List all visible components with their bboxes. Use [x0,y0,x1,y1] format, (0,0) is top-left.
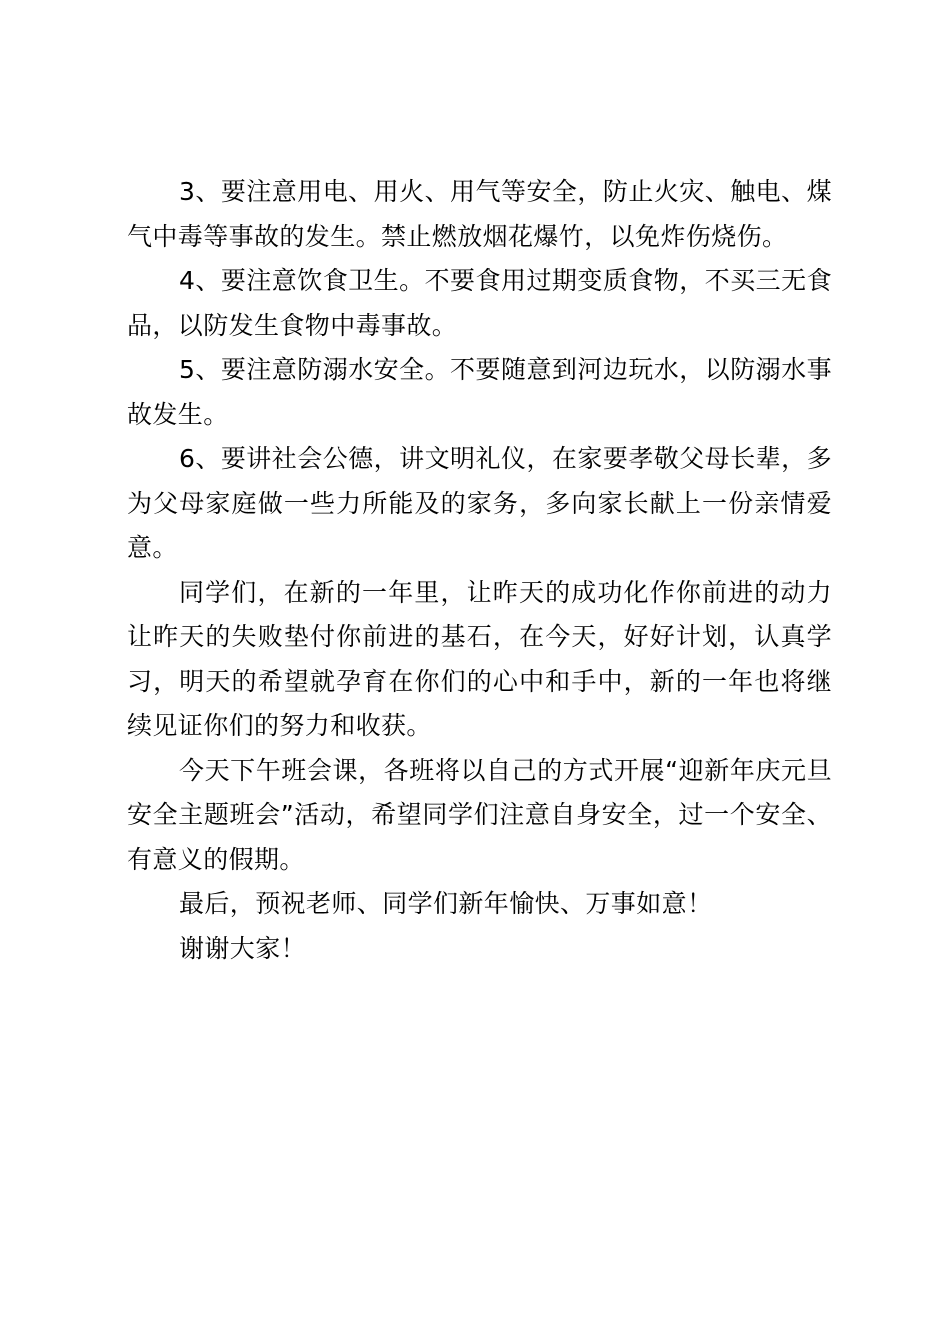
document-body [127,170,832,971]
safety-item-6: 6、要讲社会公德，讲文明礼仪，在家要孝敬父母长辈，多为父母家庭做一些力所能及的家务，多向家长献上一份亲情爱意。 [127,444,832,562]
encouragement-paragraph: 同学们，在新的一年里，让昨天的成功化作你前进的动力让昨天的失败垫付你前进的基石，在今天，好好计划，认真学习，明天的希望就孕育在你们的心中和手中，新的一年也将继续见证你们的努力和收获。 [127,577,832,740]
safety-item-4: 4、要注意饮食卫生。不要食用过期变质食物，不买三无食品，以防发生食物中毒事故。 [127,266,832,340]
safety-item-3: 3、要注意用电、用火、用气等安全，防止火灾、触电、煤气中毒等事故的发生。禁止燃放烟花爆竹，以免炸伤烧伤。 [127,177,832,251]
safety-item-5: 5、要注意防溺水安全。不要随意到河边玩水，以防溺水事故发生。 [127,355,832,429]
class-meeting-paragraph: 今天下午班会课，各班将以自己的方式开展“迎新年庆元旦安全主题班会”活动，希望同学们注意自身安全，过一个安全、有意义的假期。 [127,755,832,874]
thanks-line: 谢谢大家！ [179,933,307,963]
closing-wishes: 最后，预祝老师、同学们新年愉快、万事如意！ [179,889,713,918]
